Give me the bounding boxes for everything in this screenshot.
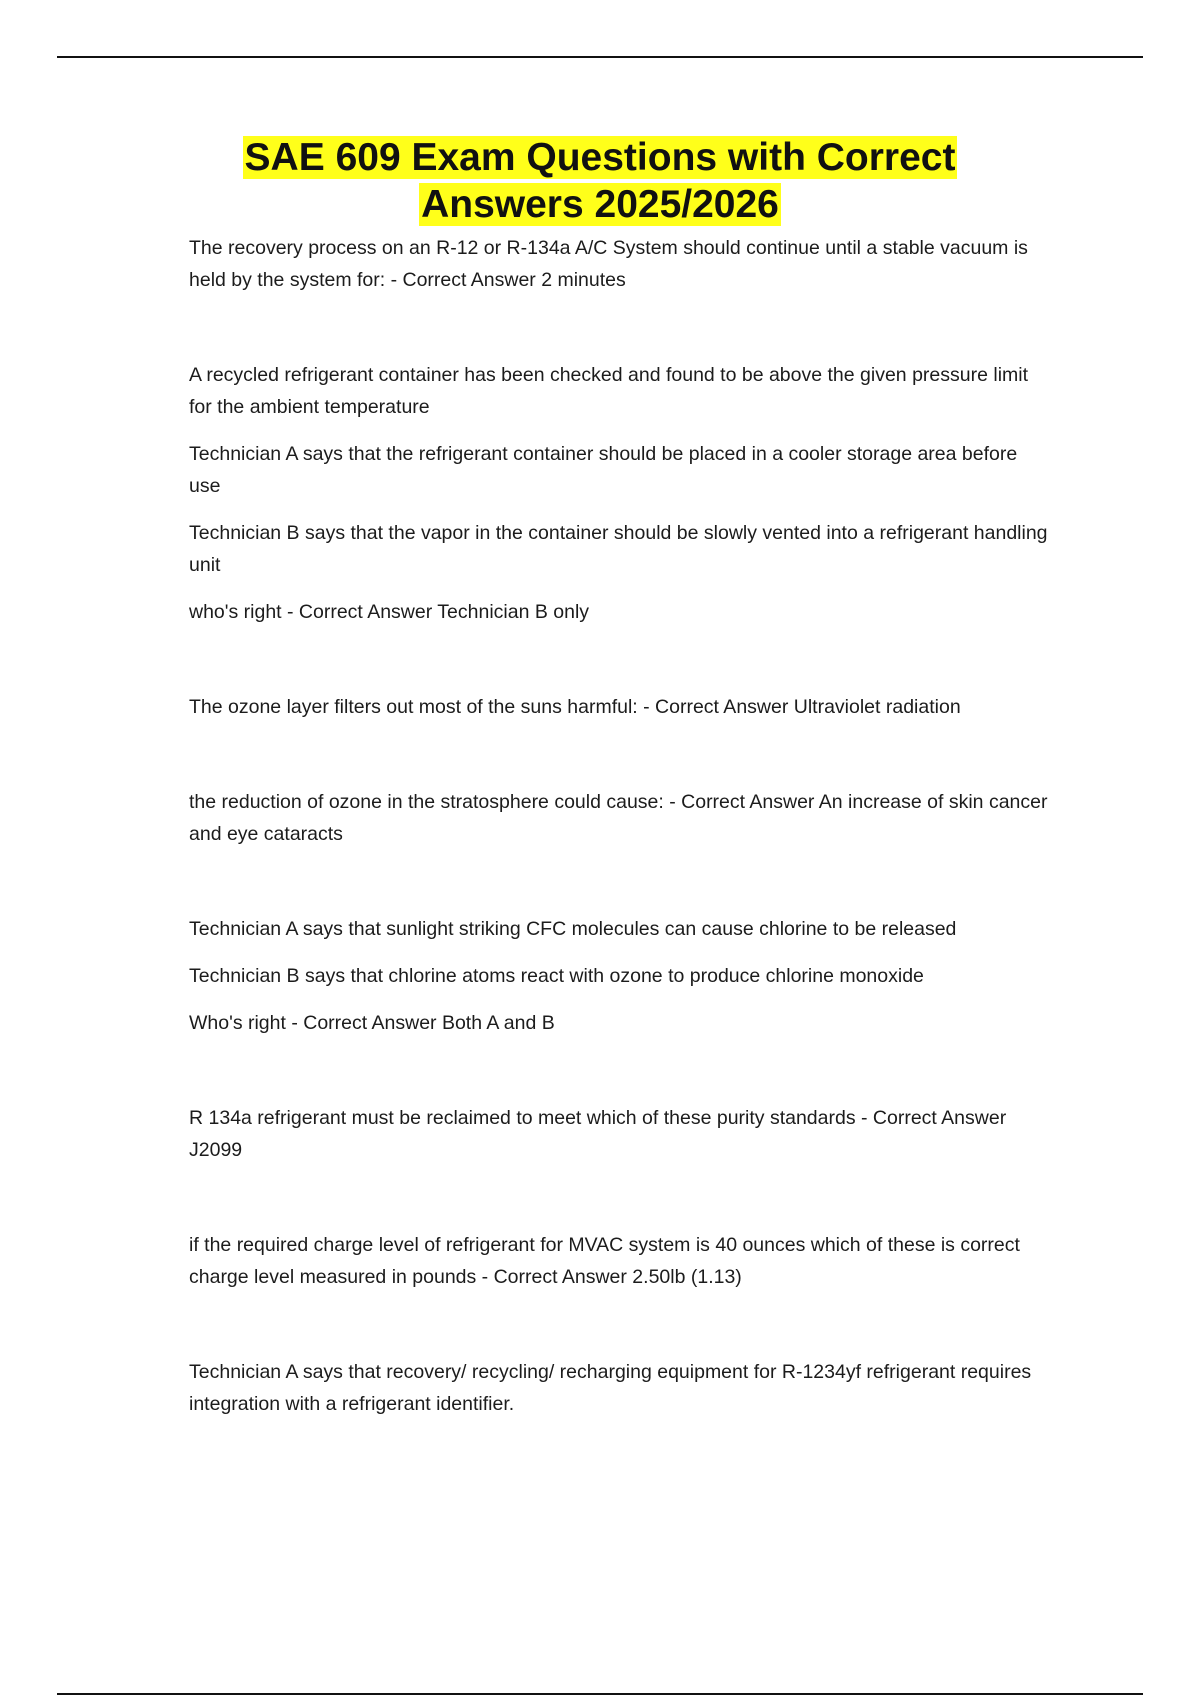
question-paragraph: Technician B says that the vapor in the container should be slowly vented into a refrigerant handling unit <box>189 522 1048 576</box>
question-paragraph: The recovery process on an R-12 or R-134a A/C System should continue until a stable vacuum is held by the system for: - Correct Answer 2 minutes <box>189 237 1028 291</box>
document-body <box>189 232 1049 1435</box>
question-paragraph: The ozone layer filters out most of the suns harmful: - Correct Answer Ultraviolet radiation <box>189 696 961 718</box>
question-paragraph: Technician A says that the refrigerant container should be placed in a cooler storage area before use <box>189 443 1018 497</box>
question-paragraph: Technician B says that chlorine atoms react with ozone to produce chlorine monoxide <box>189 965 924 987</box>
question-block <box>189 691 1049 723</box>
question-block <box>189 786 1049 850</box>
question-paragraph: R 134a refrigerant must be reclaimed to meet which of these purity standards - Correct Answer J2099 <box>189 1107 1007 1161</box>
title-line-2: Answers 2025/2026 <box>421 183 779 226</box>
question-block <box>189 359 1049 628</box>
question-block <box>189 1356 1049 1420</box>
question-paragraph: Technician A says that sunlight striking CFC molecules can cause chlorine to be released <box>189 918 957 940</box>
question-block <box>189 232 1049 296</box>
question-paragraph: Technician A says that recovery/ recycling/ recharging equipment for R-1234yf refrigerant requires integration with a refrigerant identifier. <box>189 1361 1032 1415</box>
bottom-rule <box>57 1693 1143 1695</box>
question-paragraph: A recycled refrigerant container has been checked and found to be above the given pressure limit for the ambient temperature <box>189 364 1029 418</box>
title-block <box>190 134 1010 228</box>
page-title <box>190 134 1010 228</box>
question-paragraph: if the required charge level of refrigerant for MVAC system is 40 ounces which of these is correct charge level measured in pounds - Correct Answer 2.50lb (1.13) <box>189 1234 1020 1288</box>
question-paragraph: the reduction of ozone in the stratosphere could cause: - Correct Answer An increase of skin cancer and eye cataracts <box>189 791 1048 845</box>
question-paragraph: Who's right - Correct Answer Both A and B <box>189 1012 555 1034</box>
question-block <box>189 1102 1049 1166</box>
title-line-1: SAE 609 Exam Questions with Correct <box>244 136 956 179</box>
question-paragraph: who's right - Correct Answer Technician B only <box>189 601 590 623</box>
question-block <box>189 913 1049 1039</box>
question-block <box>189 1229 1049 1293</box>
top-rule <box>57 56 1143 58</box>
